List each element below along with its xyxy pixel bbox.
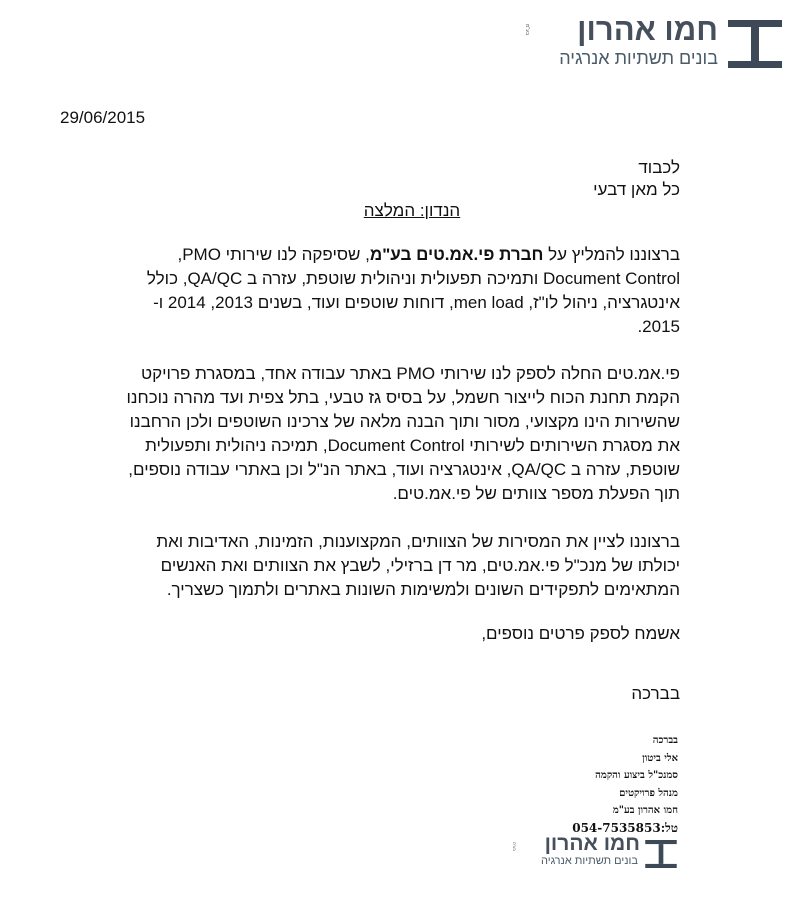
paragraph-1 xyxy=(60,243,680,339)
logo-tagline: בונים תשתיות אנרגיה xyxy=(559,48,718,68)
i-beam-logo-icon xyxy=(728,20,782,68)
paragraph-3-line: המתאימים לתפקידים השונים ולמשימות השונות באתרים ולתמוך כשצריך. xyxy=(166,580,680,599)
paragraph-1-line-2: Document Control ותמיכה תפעולית וניהולית שוטפת, עזרה ב QA/QC, כולל xyxy=(146,269,680,288)
paragraph-3 xyxy=(60,530,680,602)
signature-company: חמו אהרון בע"מ xyxy=(612,805,678,816)
signature-phone: טל:054-7535853 xyxy=(572,820,678,835)
letter-salutation xyxy=(593,157,680,201)
paragraph-2-line: הקמת תחנת הכוח לייצור חשמל, על בסיס גז טבעי, בתל צפית ועד מהרה נוכחנו xyxy=(126,388,680,407)
paragraph-2-line: את מסגרת השירותים לשירותי Document Control, תמיכה ניהולית ותפעולית xyxy=(145,436,680,455)
paragraph-2-line: שוטפת, עזרה ב QA/QC, אינטגרציה ועוד, באתר הנ"ל וכן באתרי עבודה נוספים, xyxy=(128,460,680,479)
paragraph-3-line: יכולתו של מנכ"ל פי.אמ.טים, מר דן ברזילי, לשבץ את הצוותים ואת האנשים xyxy=(160,556,680,575)
letter-subject xyxy=(0,201,800,221)
paragraph-1-line-4: 2015. xyxy=(637,317,680,336)
i-beam-logo-icon xyxy=(644,840,678,868)
signature-greeting: בברכה xyxy=(652,735,678,746)
signature-role-2: מנהל פרויקטים xyxy=(619,787,678,799)
paragraph-2 xyxy=(60,362,680,506)
logo-tagline: בונים תשתיות אנרגיה xyxy=(540,855,638,867)
paragraph-1-line-1 xyxy=(60,243,680,267)
signature-role-1: סמנכ"ל ביצוע והקמה xyxy=(595,770,678,781)
p1-pre: ברצוננו להמליץ על xyxy=(543,245,680,264)
signature-block xyxy=(418,732,678,837)
p1-post: , שסיפקה לנו שירותי PMO, xyxy=(177,245,370,264)
salutation-line-1: לכבוד xyxy=(638,158,680,177)
paragraph-2-line: תוך הפעלת מספר צוותים של פי.אמ.טים. xyxy=(392,484,680,503)
letter-date: 29/06/2015 xyxy=(60,108,146,127)
paragraph-2-line: פי.אמ.טים החלה לספק לנו שירותי PMO באתר עבודה אחד, במסגרת פרויקט xyxy=(141,364,680,383)
paragraph-1-line-3: אינטגרציה, ניהול לו"ז, men load, דוחות שוטפים ועוד, בשנים 2013, 2014 ו- xyxy=(153,293,680,312)
company-logo-header xyxy=(520,12,782,70)
company-name-bold: חברת פי.אמ.טים בע"מ xyxy=(369,245,544,264)
logo-company-name: חמו אהרון xyxy=(577,12,718,47)
company-logo-stamp xyxy=(510,832,680,868)
logo-company-name: חמו אהרון xyxy=(544,832,640,855)
logo-registered-mark: בע"מ xyxy=(524,24,530,36)
paragraph-3-line: ברצוננו לציין את המסירות של הצוותים, המקצוענות, הזמינות, האדיבות ואת xyxy=(156,532,680,551)
letter-closing: בברכה xyxy=(631,684,680,703)
signature-name: אלי ביטון xyxy=(642,752,678,764)
logo-registered-mark: בע"מ xyxy=(512,842,517,851)
paragraph-2-line: שהשירות הינו מקצועי, מסור ותוך הבנה מלאה של צרכינו השוטפים ולכן הרחבנו xyxy=(129,412,680,431)
paragraph-4: אשמח לספק פרטים נוספים, xyxy=(481,624,680,643)
salutation-line-2: כל מאן דבעי xyxy=(593,180,680,199)
subject-text: הנדון: המלצה xyxy=(363,201,461,220)
